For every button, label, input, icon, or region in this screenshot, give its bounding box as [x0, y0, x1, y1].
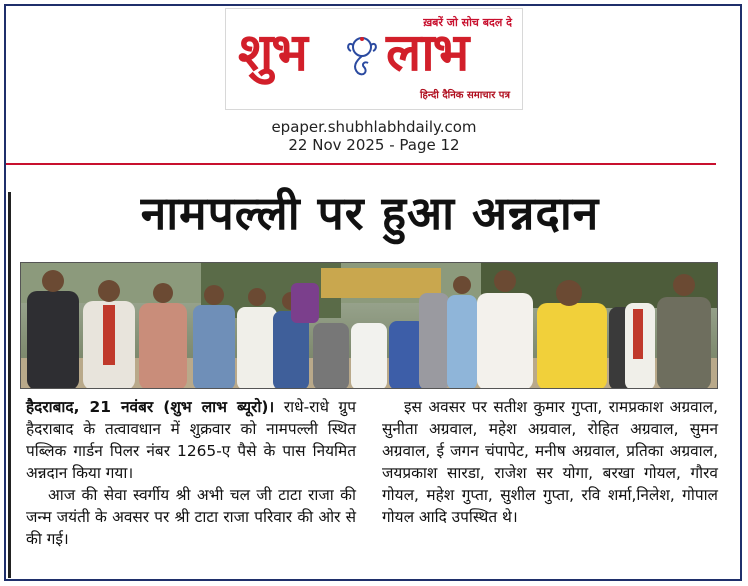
- source-url[interactable]: epaper.shubhlabhdaily.com: [271, 118, 477, 136]
- edition-info: [0, 118, 748, 154]
- article-paragraph-2: आज की सेवा स्वर्गीय श्री अभी चल जी टाटा राजा की जन्म जयंती के अवसर पर श्री टाटा राजा परिवार की ओर से की गई।: [26, 486, 356, 548]
- masthead-tagline: ख़बरें जो सोच बदल दे: [423, 16, 512, 29]
- logo-word-right: लाभ: [386, 22, 468, 83]
- ganesha-emblem-icon: [338, 31, 386, 79]
- article-paragraph-1: राधे-राधे ग्रुप हैदराबाद के तत्वावधान में शुक्रवार को नामपल्ली स्थित पब्लिक गार्डन पिलर नंबर 1265-ए पैसे के पास नियमित अन्नदान किया गया।: [26, 398, 356, 482]
- column-rule: [8, 192, 11, 578]
- group-photo: [20, 262, 718, 389]
- masthead: [225, 8, 523, 110]
- article-column-left: [26, 396, 356, 550]
- article-paragraph: [26, 396, 356, 484]
- article-dateline: हैदराबाद, 21 नवंबर (शुभ लाभ ब्यूरो)।: [26, 398, 275, 416]
- header-rule: [6, 163, 716, 165]
- newspaper-logo: [234, 23, 514, 83]
- article-column-right: [382, 396, 718, 528]
- article-paragraph-3: इस अवसर पर सतीश कुमार गुप्ता, रामप्रकाश अग्रवाल, सुनीता अग्रवाल, महेश अग्रवाल, रोहित अग्रवाल, सुमन अग्रवाल, ई जगन चंपापेट, मनीष अग्रवाल, प्रतिका अग्रवाल, जयप्रकाश सारडा, राजेश सर योगा, बरखा गोयल, गौरव गोयल, महेश गुप्ता, सुशील गुप्ता, रवि शर्मा,निलेश, गोपाल गोयल आदि उपस्थित थे।: [382, 398, 718, 526]
- logo-word-left: शुभ: [238, 22, 306, 83]
- group-photo-image: [21, 263, 718, 389]
- article-headline: नामपल्ली पर हुआ अन्नदान: [140, 186, 600, 240]
- masthead-subtag: हिन्दी दैनिक समाचार पत्र: [419, 90, 510, 101]
- edition-date-page: 22 Nov 2025 - Page 12: [288, 136, 460, 154]
